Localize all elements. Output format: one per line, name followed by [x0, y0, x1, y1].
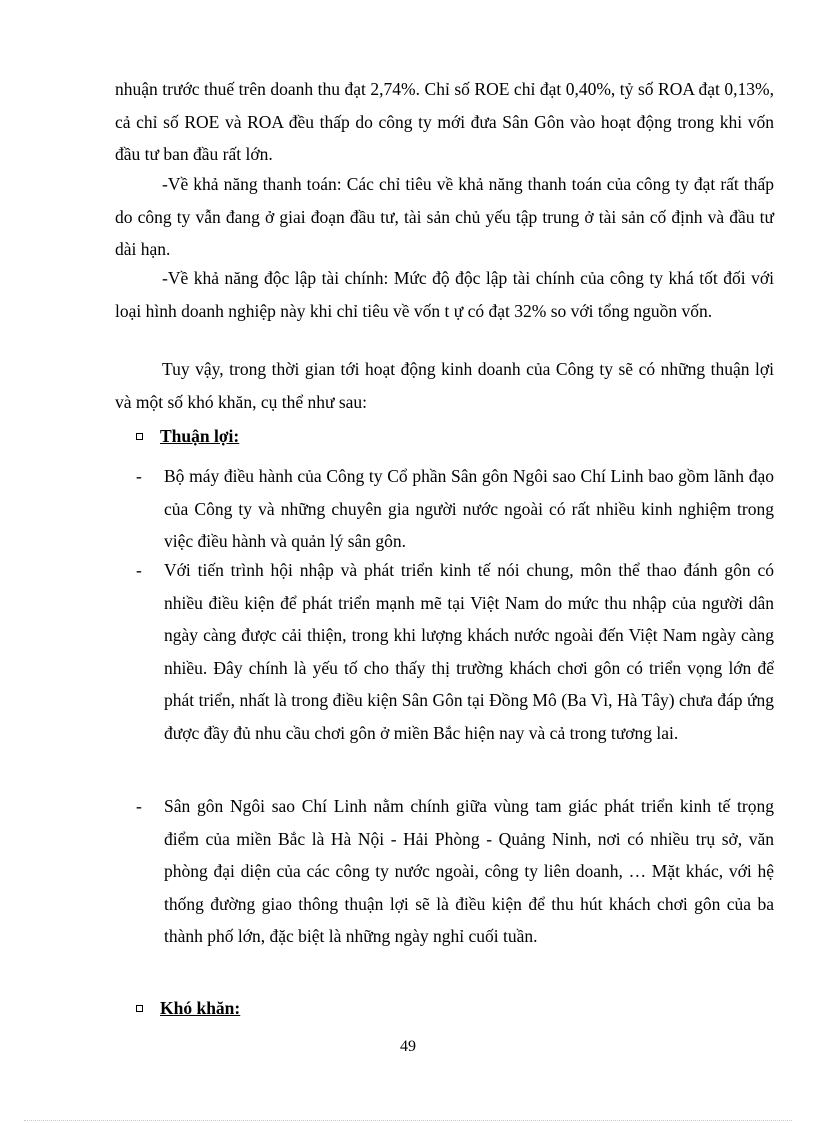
list-item [136, 554, 774, 749]
list-item-text: Với tiến trình hội nhập và phát triển kinh tế nói chung, môn thể thao đánh gôn có nhiều điều kiện để phát triển mạnh mẽ tại Việt Nam do mức thu nhập của người dân ngày càng được cải thiện, trong khi lượng khách nước ngoài đến Việt Nam ngày càng nhiều. Đây chính là yếu tố cho thấy thị trường khách chơi gôn có triển vọng lớn để phát triển, nhất là trong điều kiện Sân Gôn tại Đồng Mô (Ba Vì, Hà Tây) chưa đáp ứng được đầy đủ nhu cầu chơi gôn ở miền Bắc hiện nay và cả trong tương lai. [164, 560, 774, 743]
paragraph-profit-ratios: nhuận trước thuế trên doanh thu đạt 2,74%. Chỉ số ROE chỉ đạt 0,40%, tỷ số ROA đạt 0,13%, cả chỉ số ROE và ROA đều thấp do công ty mới đưa Sân Gôn vào hoạt động trong khi vốn đầu tư ban đầu rất lớn. [115, 79, 774, 164]
dash-bullet: - [136, 796, 142, 816]
square-bullet-icon [136, 1005, 143, 1012]
list-item-text: Bộ máy điều hành của Công ty Cổ phần Sân gôn Ngôi sao Chí Linh bao gồm lãnh đạo của Công ty và những chuyên gia người nước ngoài có rất nhiều kinh nghiệm trong việc điều hành và quản lý sân gôn. [164, 466, 774, 551]
paragraph-financial-independence: -Về khả năng độc lập tài chính: Mức độ độc lập tài chính của công ty khá tốt đối với loại hình doanh nghiệp này khi chỉ tiêu về vốn t ự có đạt 32% so với tổng nguồn vốn. [115, 268, 774, 321]
dash-bullet: - [136, 560, 142, 580]
square-bullet-icon [136, 433, 143, 440]
list-item [136, 460, 774, 558]
page-bottom-divider [24, 1120, 792, 1121]
dash-bullet: - [136, 466, 142, 486]
difficulties-heading: Khó khăn: [160, 998, 241, 1018]
list-item [136, 790, 774, 953]
list-item-text: Sân gôn Ngôi sao Chí Linh nằm chính giữa vùng tam giác phát triển kinh tế trọng điểm của miền Bắc là Hà Nội - Hải Phòng - Quảng Ninh, nơi có nhiều trụ sở, văn phòng đại diện của các công ty nước ngoài, công ty liên doanh, … Mặt khác, với hệ thống đường giao thông thuận lợi sẽ là điều kiện để thu hút khách chơi gôn của ba thành phố lớn, đặc biệt là những ngày nghỉ cuối tuần. [164, 796, 774, 946]
difficulties-heading-row [136, 995, 240, 1021]
advantages-heading-row [136, 423, 239, 449]
page-number: 49 [400, 1038, 416, 1055]
advantages-heading: Thuận lợi: [160, 426, 240, 446]
paragraph-liquidity: -Về khả năng thanh toán: Các chỉ tiêu về khả năng thanh toán của công ty đạt rất thấp do công ty vẫn đang ở giai đoạn đầu tư, tài sản chủ yếu tập trung ở tài sản cố định và đầu tư dài hạn. [115, 174, 774, 259]
paragraph-outlook: Tuy vậy, trong thời gian tới hoạt động kinh doanh của Công ty sẽ có những thuận lợi và một số khó khăn, cụ thể như sau: [115, 359, 774, 412]
